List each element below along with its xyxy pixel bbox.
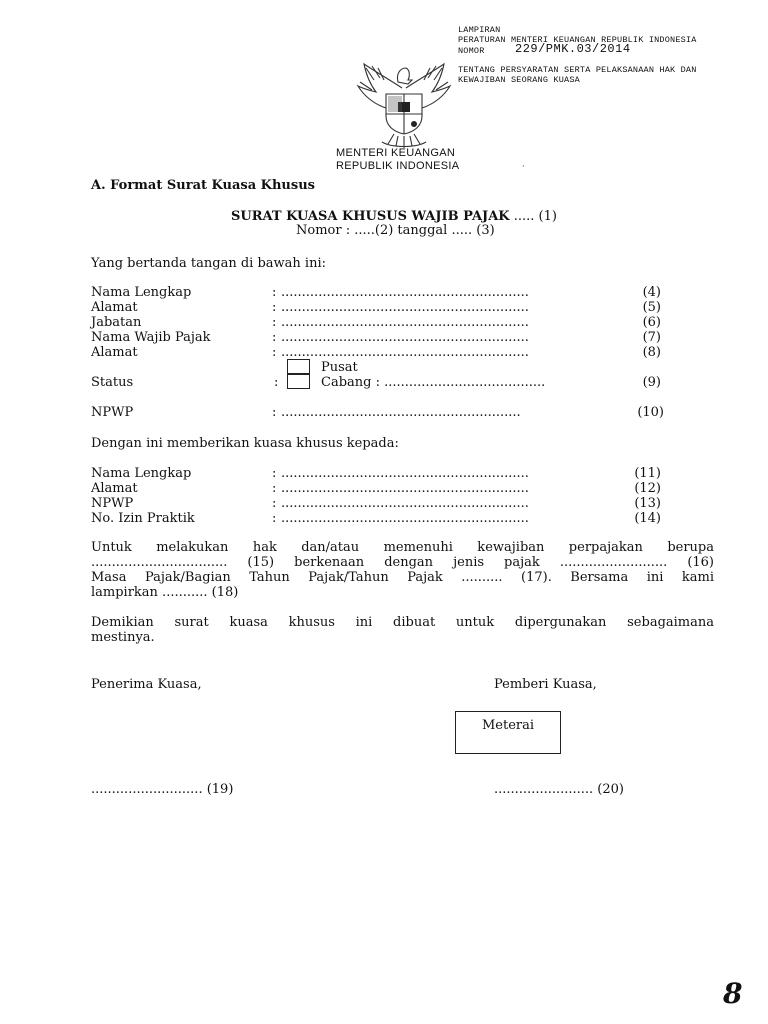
header-nomor-value: 229/PMK.03/2014 [515,42,631,56]
field-number: (7) [642,330,661,345]
field-label: No. Izin Praktik [91,511,195,526]
doc-title-suffix: ..... (1) [513,209,557,224]
paragraph-line: ................................. (15) berkenaan dengan jenis pajak .......................... (16) [91,555,714,570]
status-cabang-label: Cabang : ....................................... [321,375,546,390]
field-number: (4) [642,285,661,300]
receiver-signature-line: ........................... (19) [91,782,234,797]
colon: : [272,481,277,496]
colon: : [272,345,277,360]
fill-line: ............................................................ [281,496,529,511]
section-title: A. Format Surat Kuasa Khusus [91,178,315,193]
fill-line: ............................................................ [281,345,529,360]
colon: : [274,375,279,390]
emblem-caption-2: REPUBLIK INDONESIA [336,160,460,172]
intro-text: Yang bertanda tangan di bawah ini: [91,256,326,271]
colon: : [272,496,277,511]
field-number: (6) [642,315,661,330]
paragraph-line: mestinya. [91,630,155,645]
fill-line: .......................................................... [281,405,521,420]
colon: : [272,466,277,481]
field-number: (9) [642,375,661,390]
meterai-stamp-box [455,711,561,754]
giver-signature-line: ........................ (20) [494,782,624,797]
field-label: Status [91,375,134,390]
emblem-caption-1: MENTERI KEUANGAN [336,147,456,159]
grantor-row [91,315,661,330]
field-label: Alamat [91,300,138,315]
garuda-pancasila-emblem-icon [352,58,456,150]
colon: : [272,315,277,330]
fill-line: ............................................................ [281,315,529,330]
status-row [91,375,661,390]
field-number: (11) [634,466,661,481]
fill-line: ............................................................ [281,330,529,345]
doc-title: SURAT KUASA KHUSUS WAJIB PAJAK [231,209,510,224]
field-label: Nama Wajib Pajak [91,330,211,345]
field-number: (10) [637,405,664,420]
field-number: (8) [642,345,661,360]
scan-speck: · [522,162,525,171]
status-pusat-label: Pusat [321,360,358,375]
fill-line: ............................................................ [281,466,529,481]
field-number: (13) [634,496,661,511]
npwp-row [91,405,664,420]
field-label: NPWP [91,496,134,511]
field-label: NPWP [91,405,134,420]
paragraph-line: Untuk melakukan hak dan/atau memenuhi kewajiban perpajakan berupa [91,540,714,555]
grantee-row [91,481,661,496]
giver-label: Pemberi Kuasa, [494,677,597,692]
field-number: (12) [634,481,661,496]
field-label: Alamat [91,481,138,496]
header-lampiran: LAMPIRAN [458,25,501,35]
field-label: Jabatan [91,315,142,330]
page-mark: 8 [723,977,743,1010]
paragraph-line: Demikian surat kuasa khusus ini dibuat untuk dipergunakan sebagaimana [91,615,714,630]
grantee-row [91,496,661,511]
fill-line: ............................................................ [281,481,529,496]
colon: : [272,285,277,300]
field-label: Nama Lengkap [91,285,192,300]
fill-line: ............................................................ [281,300,529,315]
fill-line: ............................................................ [281,285,529,300]
grantee-row [91,466,661,481]
header-tentang-2: KEWAJIBAN SEORANG KUASA [458,75,580,85]
paragraph-line: Masa Pajak/Bagian Tahun Pajak/Tahun Pajak .......... (17). Bersama ini kami [91,570,714,585]
status-pusat-checkbox[interactable] [287,359,310,374]
grant-intro-text: Dengan ini memberikan kuasa khusus kepada: [91,436,399,451]
field-label: Nama Lengkap [91,466,192,481]
grantor-row [91,300,661,315]
colon: : [272,511,277,526]
meterai-label: Meterai [482,718,535,733]
nomor-line: Nomor : .....(2) tanggal ..... (3) [296,223,495,238]
field-label: Alamat [91,345,138,360]
header-tentang-1: TENTANG PERSYARATAN SERTA PELAKSANAAN HAK DAN [458,65,697,75]
colon: : [272,405,277,420]
grantee-row [91,511,661,526]
colon: : [272,330,277,345]
paragraph-line: lampirkan ........... (18) [91,585,239,600]
field-number: (14) [634,511,661,526]
receiver-label: Penerima Kuasa, [91,677,202,692]
field-number: (5) [642,300,661,315]
grantor-row [91,330,661,345]
colon: : [272,300,277,315]
header-peraturan: PERATURAN MENTERI KEUANGAN REPUBLIK INDONESIA [458,35,697,45]
grantor-row [91,285,661,300]
fill-line: ............................................................ [281,511,529,526]
header-nomor-label: NOMOR [458,46,485,56]
grantor-row [91,345,661,360]
doc-title-line [231,209,557,224]
